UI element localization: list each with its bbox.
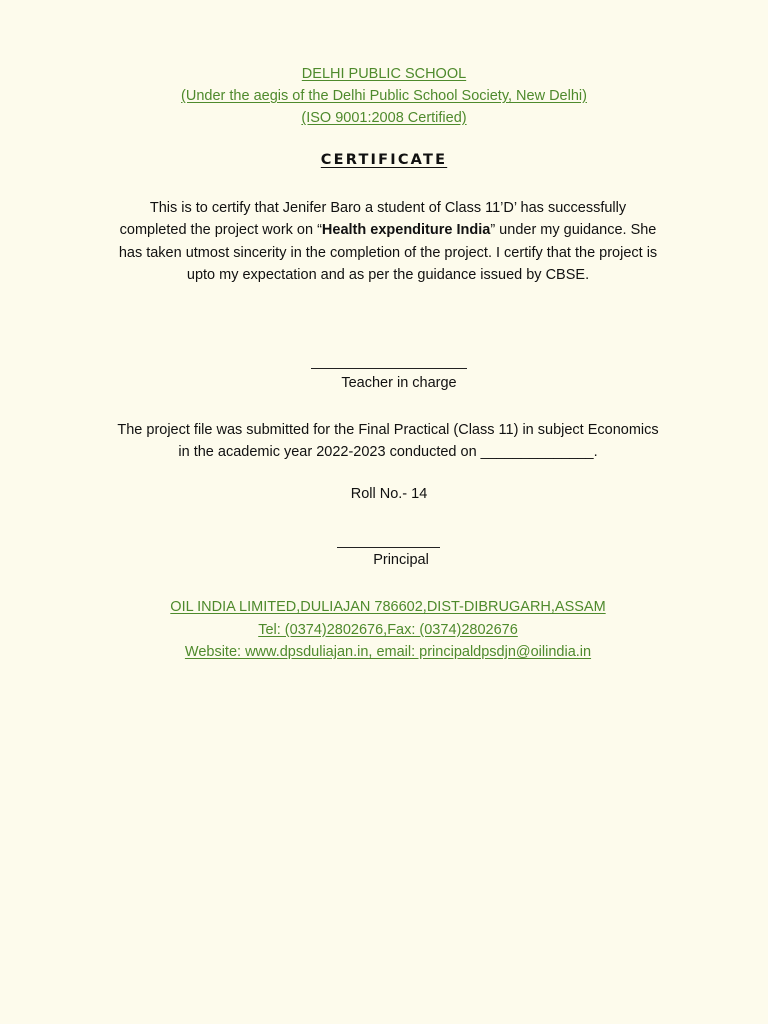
teacher-signature-label: Teacher in charge: [341, 375, 457, 391]
certificate-title: CERTIFICATE: [320, 152, 448, 168]
principal-signature-line: [337, 531, 440, 548]
statement-text-before: This is to certify that Jenifer Baro a student of Class 11’D’ has successfully completed the project work on “: [119, 200, 627, 239]
footer-phone[interactable]: Tel: (0374)2802676,Fax: (0374)2802676: [258, 621, 518, 638]
roll-number: Roll No.- 14: [350, 486, 428, 502]
school-name[interactable]: DELHI PUBLIC SCHOOL: [301, 66, 467, 82]
footer-address[interactable]: OIL INDIA LIMITED,DULIAJAN 786602,DIST-DIBRUGARH,ASSAM: [170, 599, 606, 615]
footer-web-email[interactable]: Website: www.dpsduliajan.in, email: principaldpsdjn@oilindia.in: [184, 644, 592, 660]
statement-text-after: ” under my guidance. She has taken utmost sincerity in the completion of the project. I certify that the project is upto my expectation and as per the guidance issued by CBSE.: [118, 222, 658, 283]
school-aegis[interactable]: (Under the aegis of the Delhi Public School Society, New Delhi): [181, 88, 587, 104]
certificate-statement: [115, 197, 661, 286]
project-title: Health expenditure India: [321, 222, 491, 239]
principal-signature-label: Principal: [373, 552, 429, 568]
school-header: [0, 63, 768, 129]
submission-statement: The project file was submitted for the Final Practical (Class 11) in subject Economics in the academic year 2022-2023 conducted on ______________.: [117, 422, 659, 461]
iso-certification[interactable]: (ISO 9001:2008 Certified): [301, 110, 467, 126]
teacher-signature-line: [311, 352, 467, 369]
school-footer: [0, 596, 768, 664]
